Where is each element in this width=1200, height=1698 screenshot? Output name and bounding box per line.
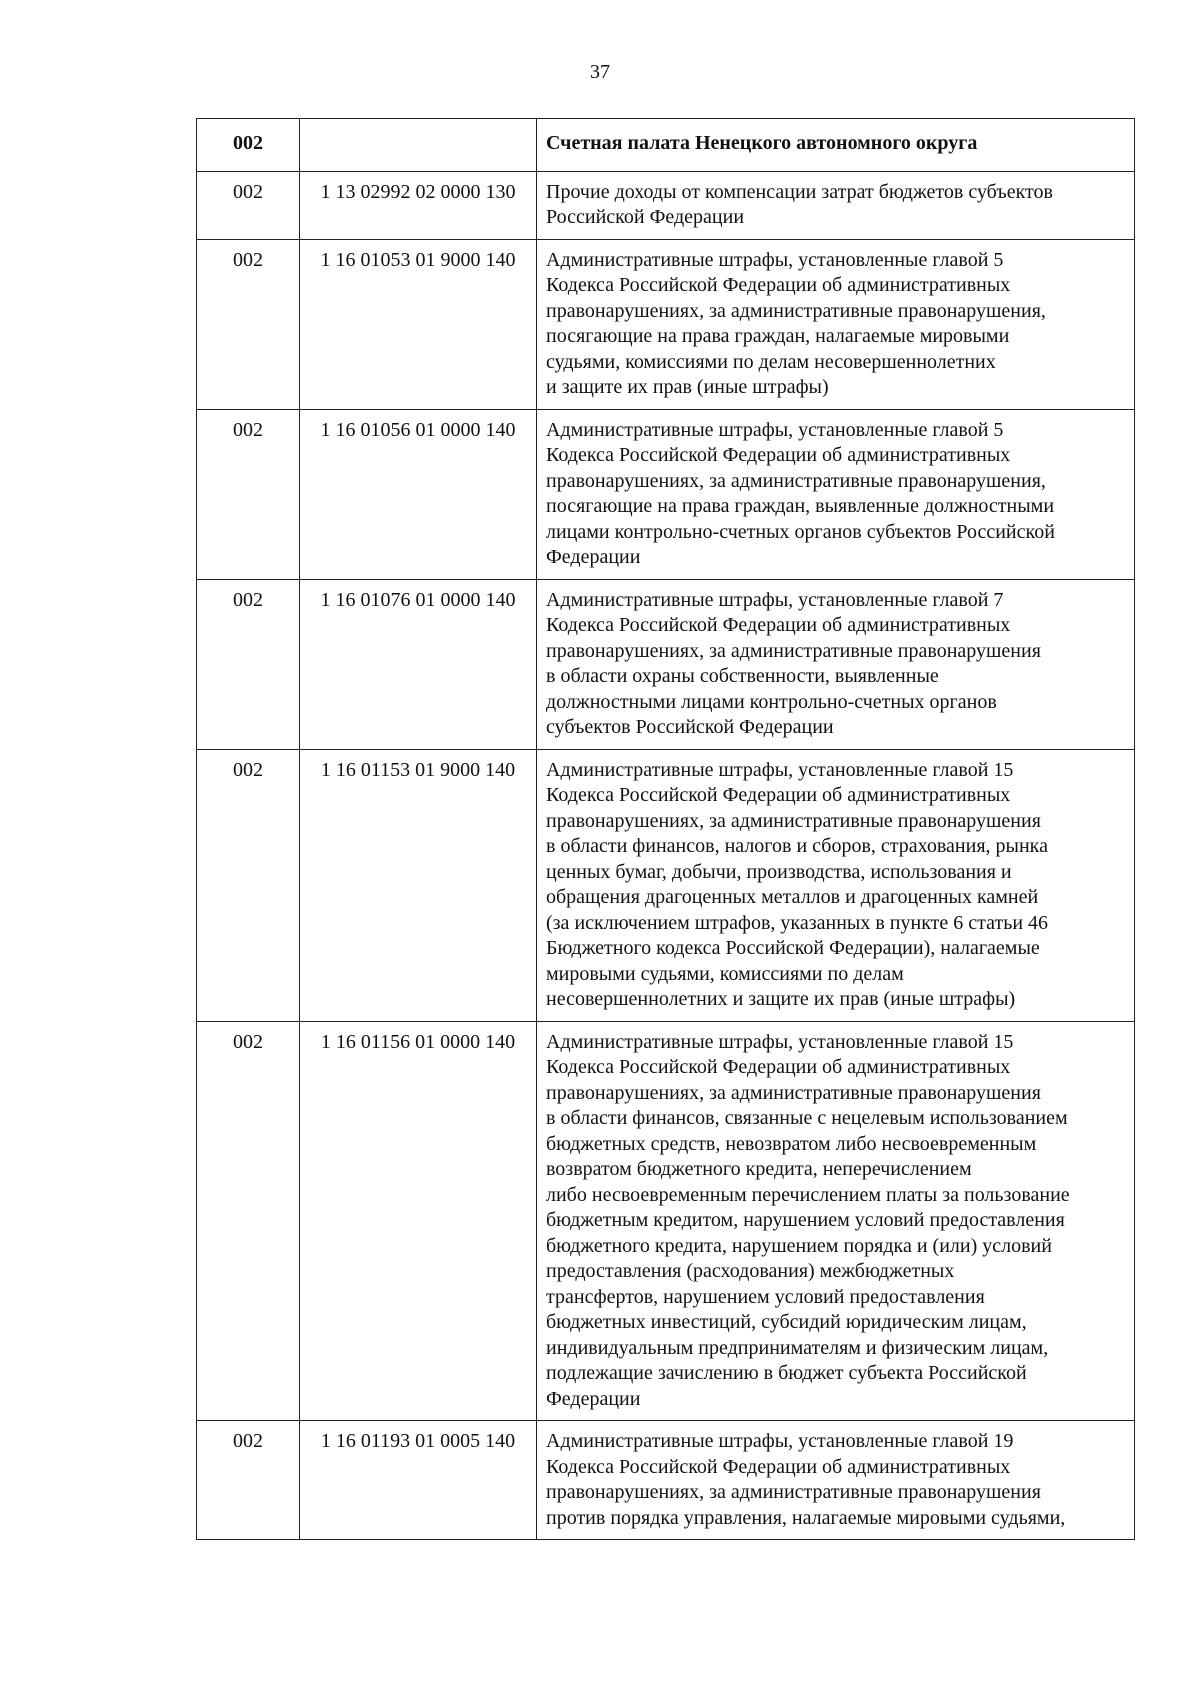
budget-code-cell: 1 13 02992 02 0000 130 (300, 171, 537, 239)
revenue-name-cell: Административные штрафы, установленные главой 19 Кодекса Российской Федерации об административных правонарушениях, за административные правонарушения против порядка управления, налагаемые мировыми судьями, (537, 1421, 1135, 1540)
page-number: 37 (590, 61, 610, 83)
administrator-code-cell: 002 (197, 1021, 300, 1421)
budget-code-cell (300, 119, 537, 172)
revenue-name-cell: Административные штрафы, установленные главой 15 Кодекса Российской Федерации об административных правонарушениях, за административные правонарушения в области финансов, связанные с нецелевым использованием бюджетных средств, невозвратом либо несвоевременным возвратом бюджетного кредита, неперечислением либо несвоевременным перечислением платы за пользование бюджетным кредитом, нарушением условий предоставления бюджетного кредита, нарушением порядка и (или) условий предоставления (расходования) межбюджетных трансфертов, нарушением условий предоставления бюджетных инвестиций, субсидий юридическим лицам, индивидуальным предпринимателям и физическим лицам, подлежащие зачислению в бюджет субъекта Российской Федерации (537, 1021, 1135, 1421)
budget-code-cell: 1 16 01056 01 0000 140 (300, 409, 537, 579)
table-row (197, 1021, 1135, 1421)
table-row (197, 239, 1135, 409)
administrator-code-cell: 002 (197, 239, 300, 409)
table-row (197, 749, 1135, 1021)
administrator-name-cell: Счетная палата Ненецкого автономного округа (537, 119, 1135, 172)
revenue-classification-table (196, 118, 1135, 1540)
table-row (197, 171, 1135, 239)
budget-code-cell: 1 16 01053 01 9000 140 (300, 239, 537, 409)
table-row (197, 409, 1135, 579)
revenue-name-cell: Административные штрафы, установленные главой 15 Кодекса Российской Федерации об административных правонарушениях, за административные правонарушения в области финансов, налогов и сборов, страхования, рынка ценных бумаг, добычи, производства, использования и обращения драгоценных металлов и драгоценных камней (за исключением штрафов, указанных в пункте 6 статьи 46 Бюджетного кодекса Российской Федерации), налагаемые мировыми судьями, комиссиями по делам несовершеннолетних и защите их прав (иные штрафы) (537, 749, 1135, 1021)
revenue-name-cell: Административные штрафы, установленные главой 5 Кодекса Российской Федерации об административных правонарушениях, за административные правонарушения, посягающие на права граждан, налагаемые мировыми судьями, комиссиями по делам несовершеннолетних и защите их прав (иные штрафы) (537, 239, 1135, 409)
budget-code-cell: 1 16 01153 01 9000 140 (300, 749, 537, 1021)
table-row-administrator-header (197, 119, 1135, 172)
revenue-name-cell: Административные штрафы, установленные главой 7 Кодекса Российской Федерации об административных правонарушениях, за административные правонарушения в области охраны собственности, выявленные должностными лицами контрольно-счетных органов субъектов Российской Федерации (537, 579, 1135, 749)
budget-code-cell: 1 16 01156 01 0000 140 (300, 1021, 537, 1421)
administrator-code-cell: 002 (197, 1421, 300, 1540)
budget-code-cell: 1 16 01076 01 0000 140 (300, 579, 537, 749)
revenue-name-cell: Административные штрафы, установленные главой 5 Кодекса Российской Федерации об административных правонарушениях, за административные правонарушения, посягающие на права граждан, выявленные должностными лицами контрольно-счетных органов субъектов Российской Федерации (537, 409, 1135, 579)
table-row (197, 1421, 1135, 1540)
administrator-code-cell: 002 (197, 579, 300, 749)
revenue-name-cell: Прочие доходы от компенсации затрат бюджетов субъектов Российской Федерации (537, 171, 1135, 239)
budget-code-cell: 1 16 01193 01 0005 140 (300, 1421, 537, 1540)
table-row (197, 579, 1135, 749)
administrator-code-cell: 002 (197, 171, 300, 239)
administrator-code-cell: 002 (197, 749, 300, 1021)
administrator-code-cell: 002 (197, 119, 300, 172)
administrator-code-cell: 002 (197, 409, 300, 579)
